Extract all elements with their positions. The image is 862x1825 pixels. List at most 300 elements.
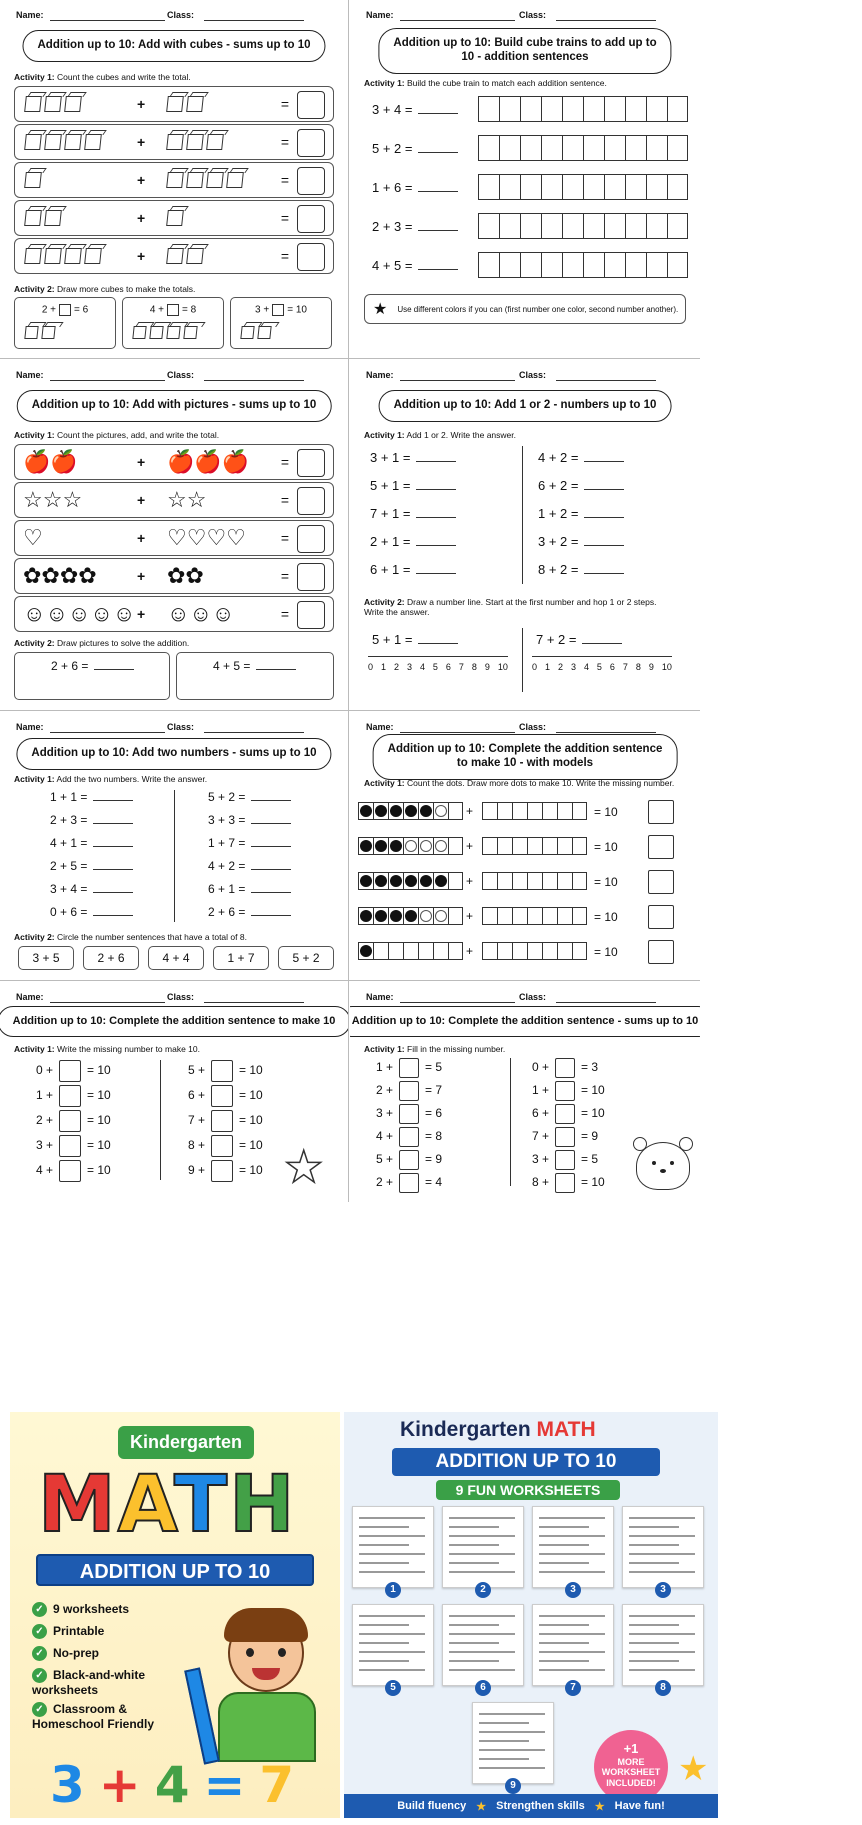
train-cell[interactable] (646, 174, 667, 200)
frame-cell[interactable] (482, 942, 497, 960)
worksheet-thumbnail[interactable] (532, 1506, 614, 1588)
worksheet-thumbnail[interactable] (532, 1604, 614, 1686)
train-cell[interactable] (583, 213, 604, 239)
choice-box[interactable]: 1 + 7 (213, 946, 269, 970)
cube-group (25, 134, 101, 150)
answer-blank[interactable] (584, 573, 624, 574)
frame-cell[interactable] (512, 907, 527, 925)
frame-cell[interactable] (542, 802, 557, 820)
frame-cell[interactable] (557, 837, 572, 855)
answer-box[interactable] (297, 525, 325, 553)
answer-box[interactable] (297, 91, 325, 119)
cube-train[interactable] (478, 174, 688, 200)
frame-cell (388, 802, 403, 820)
answer-blank[interactable] (584, 461, 624, 462)
frame-cell[interactable] (497, 872, 512, 890)
train-cell[interactable] (541, 96, 562, 122)
frame-cell[interactable] (482, 872, 497, 890)
number-line-ticks (532, 662, 672, 672)
frame-cell[interactable] (527, 907, 542, 925)
frame-cell[interactable] (527, 942, 542, 960)
equation-part: 7 (259, 1756, 295, 1814)
plus-sign: + (137, 492, 146, 508)
feature-item (32, 1624, 182, 1639)
missing-box[interactable] (59, 1160, 81, 1182)
cube-icon (166, 210, 184, 226)
cube-icon (24, 210, 42, 226)
answer-blank[interactable] (251, 800, 291, 801)
answer-box[interactable] (297, 243, 325, 271)
train-cell[interactable] (646, 252, 667, 278)
cube-icon (186, 96, 204, 112)
tick-label: 2 (557, 662, 563, 672)
train-cell[interactable] (667, 252, 688, 278)
filled-dot (390, 805, 402, 817)
answer-blank[interactable] (584, 489, 624, 490)
class-label: Class: (166, 10, 194, 20)
answer-blank[interactable] (251, 892, 291, 893)
train-cell[interactable] (562, 252, 583, 278)
missing-box[interactable] (399, 1081, 419, 1101)
choice-box[interactable]: 4 + 4 (148, 946, 204, 970)
train-cell[interactable] (604, 213, 625, 239)
addition-sentence: 8 + = 10 (188, 1135, 263, 1157)
kindergarten-math-header (400, 1418, 596, 1442)
missing-box[interactable] (59, 1085, 81, 1107)
frame-cell[interactable] (572, 942, 587, 960)
train-cell[interactable] (520, 96, 541, 122)
frame-cell[interactable] (512, 872, 527, 890)
worksheet-two-numbers (0, 712, 348, 980)
train-cell[interactable] (520, 252, 541, 278)
frame-cell[interactable] (482, 837, 497, 855)
filled-dot (360, 805, 372, 817)
missing-box[interactable] (555, 1150, 575, 1170)
answer-blank[interactable] (584, 517, 624, 518)
addition-sentence: 1 + 2 = (538, 506, 624, 521)
train-cell[interactable] (478, 213, 499, 239)
plus-sign: + (137, 210, 146, 226)
grid-divider (0, 710, 700, 711)
train-cell[interactable] (625, 96, 646, 122)
frame-cell[interactable] (497, 837, 512, 855)
frame-cell[interactable] (572, 802, 587, 820)
feature-text: No-prep (53, 1646, 99, 1660)
train-cell[interactable] (604, 174, 625, 200)
frame-cell[interactable] (497, 942, 512, 960)
cube-icon (44, 248, 62, 264)
filled-dot (420, 875, 432, 887)
addition-sentence: 5 + 2 = (208, 790, 291, 804)
frame-cell (448, 872, 463, 890)
train-cell[interactable] (541, 252, 562, 278)
train-cell[interactable] (499, 135, 520, 161)
answer-box[interactable] (297, 487, 325, 515)
answer-blank[interactable] (251, 869, 291, 870)
frame-cell (448, 837, 463, 855)
draw-box[interactable] (176, 652, 334, 700)
more-worksheet-badge (594, 1730, 668, 1804)
worksheet-thumbnail[interactable] (442, 1506, 524, 1588)
answer-box[interactable] (297, 129, 325, 157)
answer-blank[interactable] (416, 489, 456, 490)
choice-box[interactable]: 3 + 5 (18, 946, 74, 970)
name-label: Name: (366, 10, 394, 20)
thumbnail-number: 9 (505, 1778, 521, 1794)
answer-blank[interactable] (416, 517, 456, 518)
addition-sentence: 3 + = 5 (532, 1150, 598, 1170)
empty-dot (435, 840, 447, 852)
tick-label: 0 (368, 662, 374, 672)
star-icon: ★ (678, 1750, 709, 1788)
star-icon: ★ (373, 301, 388, 318)
ten-frame-empty[interactable] (482, 802, 587, 820)
train-cell[interactable] (541, 135, 562, 161)
answer-box[interactable] (648, 800, 674, 824)
frame-cell[interactable] (482, 907, 497, 925)
frame-cell (433, 872, 448, 890)
train-cell[interactable] (583, 135, 604, 161)
addition-sentence: 3 + 1 = (370, 450, 456, 465)
math-letter: M (38, 1460, 118, 1550)
answer-blank[interactable] (93, 869, 133, 870)
answer-blank[interactable] (251, 915, 291, 916)
addition-sentence: 3 + 4 = (50, 882, 133, 896)
train-cell[interactable] (604, 96, 625, 122)
cube-icon (44, 210, 62, 226)
cube-train[interactable] (478, 135, 688, 161)
train-cell[interactable] (667, 174, 688, 200)
activity-1-label: Activity 1: Write the missing number to make 10. (14, 1044, 200, 1054)
answer-blank[interactable] (584, 545, 624, 546)
draw-cubes-box[interactable] (14, 297, 116, 349)
class-label: Class: (166, 992, 194, 1002)
class-label: Class: (518, 992, 546, 1002)
activity-2-label: Activity 2: Draw pictures to solve the addition. (14, 638, 190, 648)
ten-frame-filled (358, 837, 463, 855)
answer-box[interactable] (297, 167, 325, 195)
train-cell[interactable] (499, 96, 520, 122)
empty-dot (420, 840, 432, 852)
filled-dot (360, 840, 372, 852)
cube-icon (186, 248, 204, 264)
missing-box[interactable] (555, 1058, 575, 1078)
equals-ten: = 10 (594, 875, 618, 889)
cube-train[interactable] (478, 213, 688, 239)
frame-cell[interactable] (557, 802, 572, 820)
missing-box[interactable] (555, 1104, 575, 1124)
equals-sign: = (280, 134, 289, 150)
answer-box[interactable] (648, 940, 674, 964)
train-cell[interactable] (562, 135, 583, 161)
choice-box[interactable]: 5 + 2 (278, 946, 334, 970)
frame-cell[interactable] (572, 837, 587, 855)
plus-sign: + (137, 172, 146, 188)
addition-sentence: 5 + = 9 (376, 1150, 442, 1170)
name-class-header (364, 10, 686, 24)
worksheet-pictures (0, 360, 348, 710)
worksheet-thumbnail[interactable] (622, 1506, 704, 1588)
feature-text: 9 worksheets (53, 1602, 130, 1616)
train-cell[interactable] (583, 96, 604, 122)
cube-icon (166, 172, 184, 188)
addition-sentence: 2 + = 10 (36, 1110, 111, 1132)
sentence-part: = 8 (182, 304, 197, 316)
missing-box[interactable] (211, 1135, 233, 1157)
answer-blank[interactable] (418, 152, 458, 153)
answer-blank[interactable] (582, 643, 622, 644)
missing-box[interactable] (399, 1127, 419, 1147)
train-cell[interactable] (562, 96, 583, 122)
ten-frame-empty[interactable] (482, 907, 587, 925)
math-letter: A (117, 1460, 174, 1550)
equals-sign: = (280, 248, 289, 264)
frame-cell[interactable] (557, 942, 572, 960)
missing-box[interactable] (59, 1135, 81, 1157)
picture-row (14, 444, 334, 480)
train-cell[interactable] (646, 135, 667, 161)
answer-blank[interactable] (93, 800, 133, 801)
answer-box[interactable] (297, 601, 325, 629)
train-cell[interactable] (604, 135, 625, 161)
tick-label: 2 (393, 662, 399, 672)
answer-blank[interactable] (418, 113, 458, 114)
answer-box[interactable] (297, 205, 325, 233)
frame-cell[interactable] (527, 872, 542, 890)
worksheet-thumbnail[interactable] (352, 1506, 434, 1588)
missing-box[interactable] (399, 1150, 419, 1170)
thumbnail-number: 5 (385, 1680, 401, 1696)
more-badge-text: WORKSHEET (601, 1767, 661, 1778)
answer-blank[interactable] (418, 191, 458, 192)
picture-group: ☺☺☺☺☺ (23, 601, 136, 626)
train-cell[interactable] (478, 252, 499, 278)
tick-label: 1 (380, 662, 386, 672)
feature-item (32, 1702, 182, 1732)
frame-cell (358, 907, 373, 925)
frame-cell[interactable] (512, 802, 527, 820)
tick-label: 4 (419, 662, 425, 672)
sentence-part: 4 + (149, 304, 164, 316)
name-label: Name: (366, 370, 394, 380)
more-badge-text: MORE (617, 1756, 645, 1767)
train-cell[interactable] (625, 174, 646, 200)
cover-promo-right (344, 1412, 718, 1818)
worksheet-title: Addition up to 10: Complete the addition sentence - sums up to 10 (350, 1006, 700, 1037)
missing-box[interactable] (399, 1058, 419, 1078)
cube-row (14, 200, 334, 236)
frame-cell[interactable] (527, 802, 542, 820)
choice-box[interactable]: 2 + 6 (83, 946, 139, 970)
draw-sentence: 4 + 5 = (213, 659, 251, 673)
filled-dot (405, 805, 417, 817)
answer-box[interactable] (297, 449, 325, 477)
frame-cell[interactable] (572, 907, 587, 925)
missing-box[interactable] (399, 1173, 419, 1193)
missing-box[interactable] (555, 1081, 575, 1101)
frame-cell[interactable] (512, 837, 527, 855)
train-cell[interactable] (562, 174, 583, 200)
answer-blank[interactable] (418, 269, 458, 270)
missing-box[interactable] (211, 1110, 233, 1132)
frame-cell[interactable] (542, 872, 557, 890)
feature-item (32, 1602, 182, 1617)
answer-box[interactable] (648, 905, 674, 929)
answer-blank[interactable] (418, 643, 458, 644)
missing-box[interactable] (167, 304, 179, 316)
cube-train[interactable] (478, 252, 688, 278)
train-cell[interactable] (541, 174, 562, 200)
missing-box[interactable] (211, 1060, 233, 1082)
frame-cell[interactable] (557, 872, 572, 890)
frame-cell[interactable] (572, 872, 587, 890)
frame-cell[interactable] (497, 802, 512, 820)
ten-frame-empty[interactable] (482, 837, 587, 855)
answer-blank[interactable] (418, 230, 458, 231)
answer-box[interactable] (648, 835, 674, 859)
missing-box[interactable] (211, 1085, 233, 1107)
addition-sentence: 4 + 5 = (372, 258, 458, 273)
addition-sentence: 6 + 2 = (538, 478, 624, 493)
tick-label: 6 (445, 662, 451, 672)
frame-cell[interactable] (482, 802, 497, 820)
missing-box[interactable] (555, 1127, 575, 1147)
cube-icon (41, 326, 55, 339)
train-cell[interactable] (499, 252, 520, 278)
plus-sign: + (137, 248, 146, 264)
activity-1-label: Activity 1: Count the dots. Draw more dots to make 10. Write the missing number. (364, 778, 675, 788)
frame-cell[interactable] (557, 907, 572, 925)
frame-cell[interactable] (542, 837, 557, 855)
train-cell[interactable] (625, 213, 646, 239)
draw-box[interactable] (14, 652, 170, 700)
worksheet-thumbnail[interactable] (472, 1702, 554, 1784)
missing-box[interactable] (555, 1173, 575, 1193)
train-cell[interactable] (625, 135, 646, 161)
train-cell[interactable] (646, 96, 667, 122)
frame-cell (373, 837, 388, 855)
addition-sentence: 4 + 1 = (50, 836, 133, 850)
plus-sign: + (466, 909, 474, 923)
worksheet-thumbnail[interactable] (352, 1604, 434, 1686)
train-cell[interactable] (520, 174, 541, 200)
cover-promo-left (10, 1412, 340, 1818)
boy-with-pencil-illustration (188, 1608, 338, 1758)
missing-box[interactable] (272, 304, 284, 316)
filled-dot (360, 945, 372, 957)
addition-sentence: 2 + 5 = (50, 859, 133, 873)
train-cell[interactable] (478, 174, 499, 200)
draw-cubes-box[interactable] (122, 297, 224, 349)
cube-group (25, 172, 41, 188)
missing-box[interactable] (211, 1160, 233, 1182)
name-class-header (14, 370, 334, 384)
sentence-part: 3 + (255, 304, 270, 316)
answer-blank[interactable] (416, 461, 456, 462)
number-line-sentence: 5 + 1 = (372, 632, 458, 647)
frame-cell (358, 872, 373, 890)
filled-dot (435, 875, 447, 887)
answer-box[interactable] (297, 563, 325, 591)
answer-blank[interactable] (93, 823, 133, 824)
frame-cell[interactable] (497, 907, 512, 925)
answer-blank[interactable] (93, 915, 133, 916)
addition-sentence: 0 + = 10 (36, 1060, 111, 1082)
train-cell[interactable] (499, 213, 520, 239)
train-cell[interactable] (625, 252, 646, 278)
cube-train[interactable] (478, 96, 688, 122)
train-cell[interactable] (520, 213, 541, 239)
missing-box[interactable] (59, 1060, 81, 1082)
worksheet-thumbnail[interactable] (622, 1604, 704, 1686)
frame-cell[interactable] (542, 907, 557, 925)
train-cell[interactable] (499, 174, 520, 200)
frame-cell (388, 872, 403, 890)
cube-icon (257, 326, 271, 339)
name-label: Name: (366, 992, 394, 1002)
equals-sign: = (280, 210, 289, 226)
frame-cell[interactable] (542, 942, 557, 960)
missing-box[interactable] (59, 1110, 81, 1132)
train-cell[interactable] (667, 96, 688, 122)
tick-label: 10 (661, 662, 672, 672)
train-cell[interactable] (667, 213, 688, 239)
answer-blank[interactable] (416, 573, 456, 574)
tick-label: 7 (622, 662, 628, 672)
ten-frame-empty[interactable] (482, 942, 587, 960)
missing-box[interactable] (399, 1104, 419, 1124)
train-cell[interactable] (562, 213, 583, 239)
train-cell[interactable] (646, 213, 667, 239)
addition-sentence: 6 + = 10 (188, 1085, 263, 1107)
train-cell[interactable] (541, 213, 562, 239)
name-label: Name: (16, 370, 44, 380)
train-cell[interactable] (667, 135, 688, 161)
missing-box[interactable] (59, 304, 71, 316)
train-cell[interactable] (478, 96, 499, 122)
draw-cubes-box[interactable] (230, 297, 332, 349)
answer-blank[interactable] (251, 823, 291, 824)
filled-dot (390, 840, 402, 852)
train-cell[interactable] (583, 174, 604, 200)
number-line (368, 656, 508, 657)
name-class-header (14, 722, 334, 736)
answer-blank[interactable] (416, 545, 456, 546)
frame-cell[interactable] (512, 942, 527, 960)
answer-blank[interactable] (251, 846, 291, 847)
sentence-part: = 10 (287, 304, 307, 316)
addition-sentence: 5 + 1 = (370, 478, 456, 493)
worksheet-thumbnail[interactable] (442, 1604, 524, 1686)
train-cell[interactable] (604, 252, 625, 278)
frame-cell[interactable] (527, 837, 542, 855)
frame-cell (418, 942, 433, 960)
more-badge-text: +1 (623, 1741, 639, 1756)
divider (510, 1058, 511, 1186)
train-cell[interactable] (583, 252, 604, 278)
class-label: Class: (518, 10, 546, 20)
ten-frame-empty[interactable] (482, 872, 587, 890)
answer-blank[interactable] (93, 846, 133, 847)
frame-cell (403, 837, 418, 855)
star-icon: ★ (476, 1800, 487, 1813)
answer-blank[interactable] (93, 892, 133, 893)
frame-cell (448, 942, 463, 960)
answer-box[interactable] (648, 870, 674, 894)
train-cell[interactable] (478, 135, 499, 161)
train-cell[interactable] (520, 135, 541, 161)
ten-frame-filled (358, 942, 463, 960)
